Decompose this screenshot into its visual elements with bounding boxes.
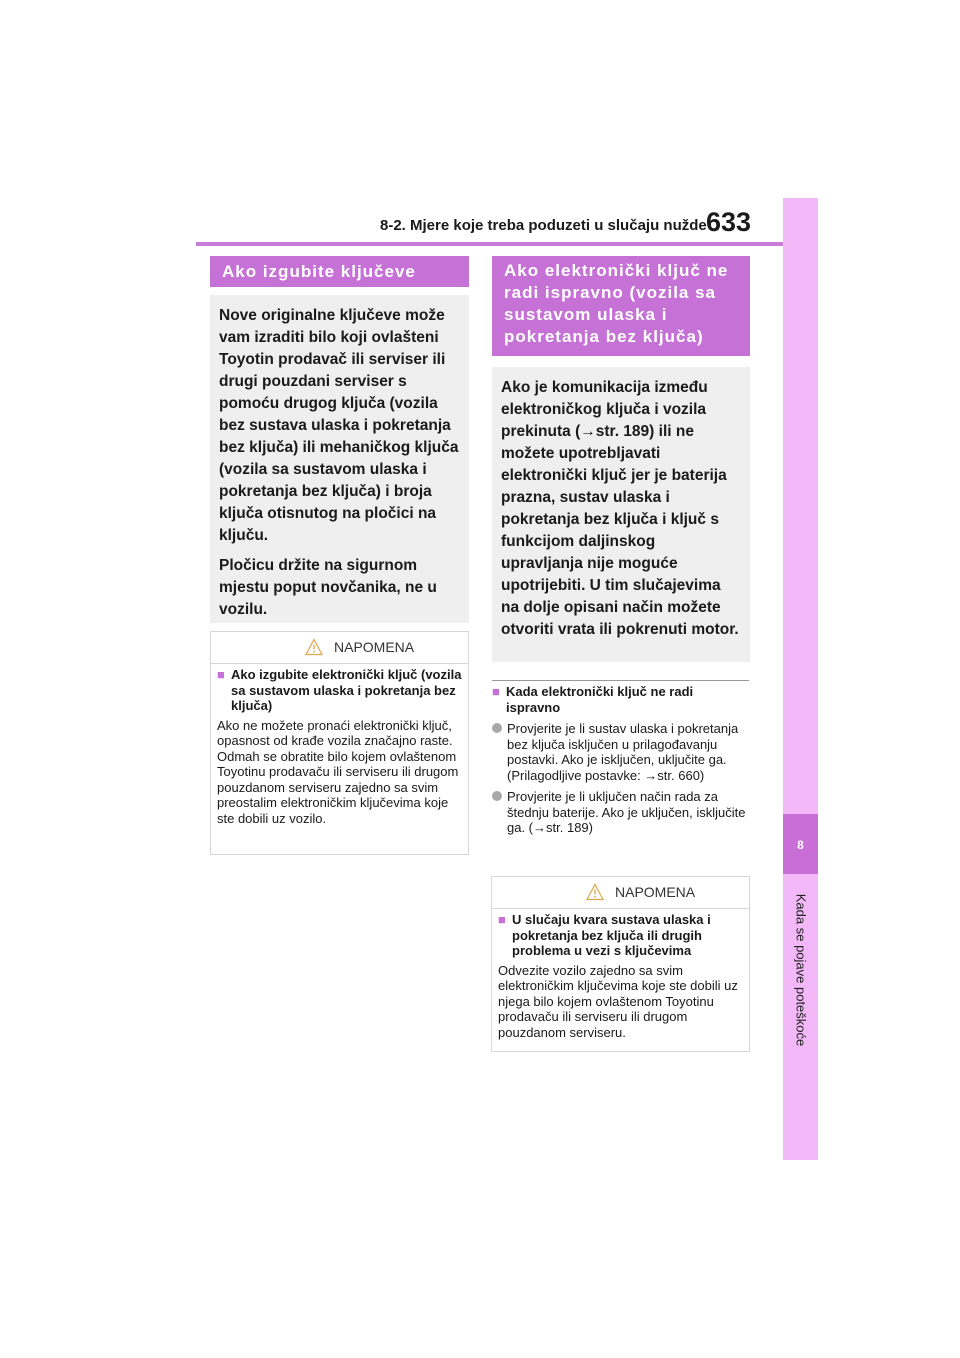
notice-title: NAPOMENA xyxy=(334,639,415,655)
right-heading: Ako elektronički ključ ne radi ispravno (vozila sa sustavom ulaska i pokretanja bez ključa) xyxy=(492,256,750,356)
square-bullet-icon: ■ xyxy=(217,667,225,682)
right-list xyxy=(492,684,750,842)
notice-header xyxy=(492,877,749,909)
notice-title: NAPOMENA xyxy=(615,884,696,900)
warning-triangle-icon xyxy=(305,638,323,656)
square-bullet-icon: ■ xyxy=(498,912,506,927)
list-subheading xyxy=(492,684,750,715)
round-bullet-icon xyxy=(492,723,502,733)
square-bullet-icon: ■ xyxy=(492,684,500,699)
notice-body xyxy=(492,909,749,1040)
left-info-box xyxy=(210,295,469,623)
notice-text: Ako ne možete pronaći elektronički ključ, opasnost od krađe vozila značajno raste. Odmah se obratite bilo kojem ovlaštenom Toyotinu prodavaču ili serviseru ili drugom pouzdanom serviseru zajedno sa svim preostalim elektroničkim ključevima koje ste dobili uz vozilo. xyxy=(217,717,459,826)
notice-body xyxy=(211,664,468,826)
left-heading: Ako izgubite ključeve xyxy=(210,256,469,287)
notice-text: Odvezite vozilo zajedno sa svim elektroničkim ključevima koje ste dobili uz njega bilo kojem ovlaštenom Toyotinu prodavaču ili serviseru ili drugom pouzdanom serviseru. xyxy=(498,962,738,1040)
left-paragraph-2: Pločicu držite na sigurnom mjestu poput novčanika, ne u vozilu. xyxy=(219,557,437,618)
right-info-box xyxy=(492,367,750,662)
page-number: 633 xyxy=(706,207,752,237)
left-notice xyxy=(210,631,469,855)
notice-subheading-text: U slučaju kvara sustava ulaska i pokretanja bez ključa ili drugih problema u vezi s ključevima xyxy=(512,912,711,958)
chapter-title: Kada se pojave poteškoće xyxy=(793,893,809,1047)
right-notice xyxy=(491,876,750,1052)
round-bullet-icon xyxy=(492,791,502,801)
left-paragraph-1: Nove originalne ključeve može vam izraditi bilo koji ovlašteni Toyotin prodavač ili serviser ili drugi pouzdani serviser s pomoću drugog ključa (vozila bez sustava ulaska i pokretanja bez ključa) ili mehaničkog ključa (vozila sa sustavom ulaska i pokretanja bez ključa) i broja ključa otisnutog na pločici na ključu. xyxy=(219,307,459,544)
warning-triangle-icon xyxy=(586,883,604,901)
section-divider xyxy=(492,680,749,681)
notice-subheading-text: Ako izgubite elektronički ključ (vozila sa sustavom ulaska i pokretanja bez ključa) xyxy=(231,667,462,713)
section-title: 8-2. Mjere koje treba poduzeti u slučaju nužde xyxy=(380,217,707,234)
notice-header xyxy=(211,632,468,664)
chapter-number: 8 xyxy=(797,838,804,852)
notice-subheading xyxy=(498,912,743,959)
list-item xyxy=(492,721,750,783)
list-item xyxy=(492,789,750,836)
list-subheading-text: Kada elektronički ključ ne radi ispravno xyxy=(506,684,694,715)
notice-subheading xyxy=(217,667,462,714)
right-paragraph: Ako je komunikacija između elektroničkog ključa i vozila prekinuta (→str. 189) ili ne možete upotrebljavati elektronički ključ jer je baterija prazna, sustav ulaska i pokretanja bez ključa i ključ s funkcijom daljinskog upravljanja nije moguće upotrijebiti. U tim slučajevima na dolje opisani način možete otvoriti vrata ili pokrenuti motor. xyxy=(501,379,739,638)
header-rule xyxy=(196,242,790,246)
list-item-text: Provjerite je li sustav ulaska i pokretanja bez ključa isključen u prilagođavanju postavki. Ako je isključen, uključite ga. (Prilagodljive postavke: →str. 660) xyxy=(507,721,739,783)
list-item-text: Provjerite je li uključen način rada za štednju baterije. Ako je uključen, isključite ga. (→str. 189) xyxy=(507,789,746,835)
